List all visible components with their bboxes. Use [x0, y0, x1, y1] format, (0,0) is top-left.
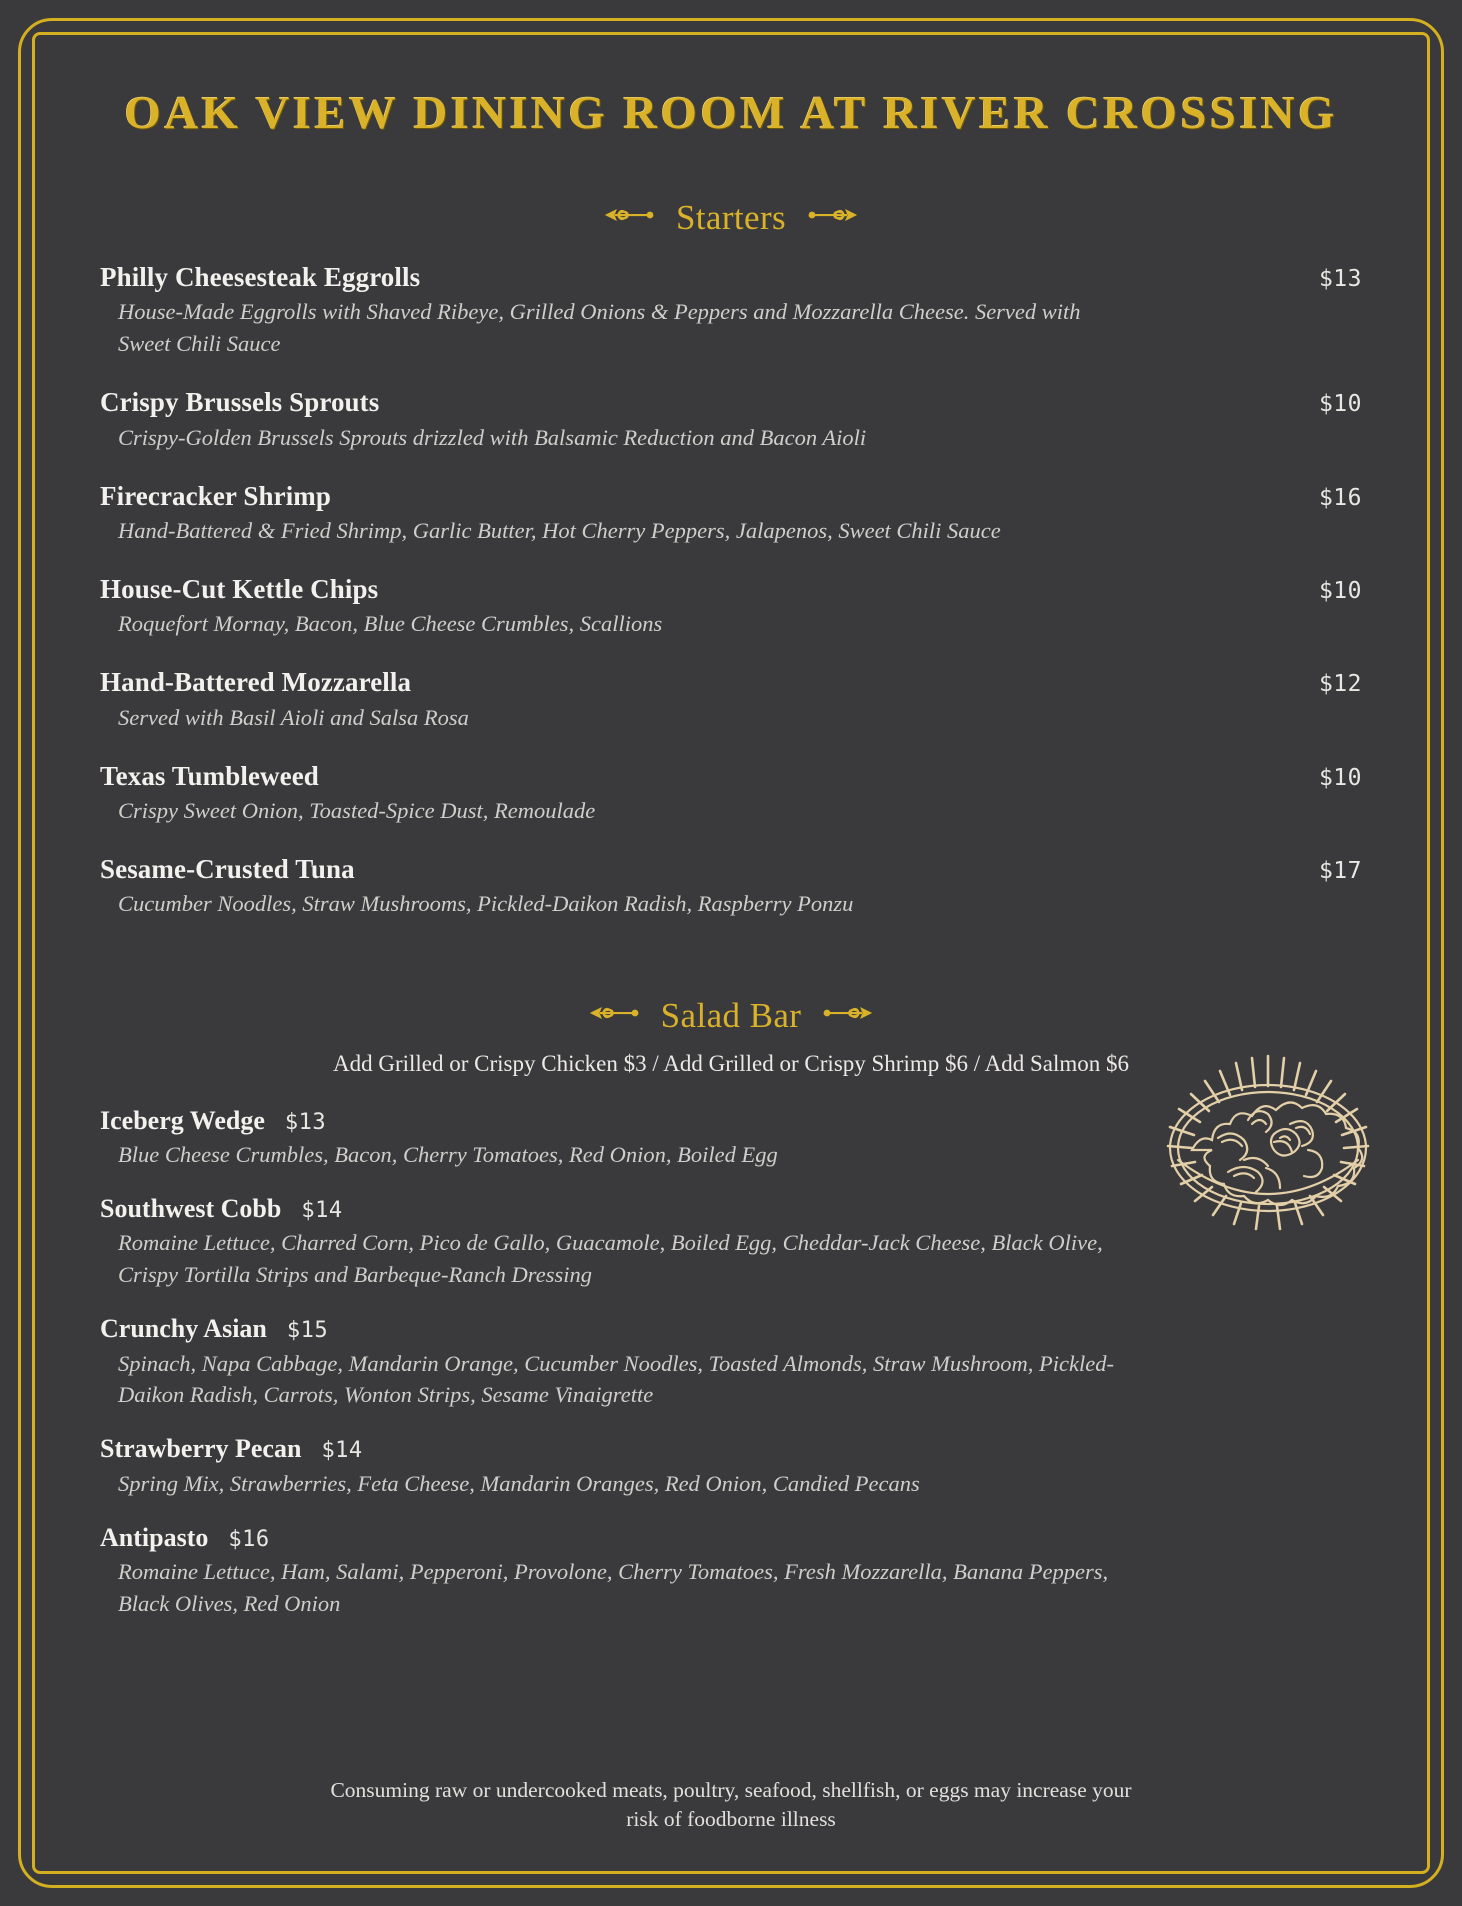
menu-item	[100, 1313, 1362, 1411]
menu-item	[100, 386, 1362, 453]
page-title: OAK VIEW DINING ROOM AT RIVER CROSSING	[124, 87, 1338, 139]
footer-disclaimer: Consuming raw or undercooked meats, poultry, seafood, shellfish, or eggs may increase your risk of foodborne illness	[330, 1778, 1132, 1832]
menu-item-name: Iceberg Wedge	[100, 1106, 265, 1136]
fleuron-arrow-icon	[589, 1000, 641, 1031]
menu-item-name: Philly Cheesesteak Eggrolls	[100, 262, 421, 293]
menu-item	[100, 573, 1362, 640]
menu-item-price: $10	[1318, 391, 1362, 418]
menu-item-header	[100, 1433, 1362, 1464]
menu-item-header	[100, 760, 1362, 792]
menu-item	[100, 760, 1362, 827]
salad-addons-note: Add Grilled or Crispy Chicken $3 / Add Grilled or Crispy Shrimp $6 / Add Salmon $6	[332, 1051, 1130, 1077]
menu-item-name: Southwest Cobb	[100, 1194, 282, 1224]
menu-item	[100, 1433, 1362, 1499]
menu-item	[100, 853, 1362, 920]
menu-item-description: Cucumber Noodles, Straw Mushrooms, Pickled-Daikon Radish, Raspberry Ponzu	[118, 891, 854, 917]
menu-item-header	[100, 1313, 1362, 1344]
menu-item	[100, 1105, 1362, 1171]
menu-item-price: $12	[1318, 671, 1362, 698]
menu-item-price: $10	[1318, 764, 1362, 791]
menu-item-name: Crispy Brussels Sprouts	[100, 387, 380, 418]
menu-item	[100, 1193, 1362, 1291]
menu-item-description: Spinach, Napa Cabbage, Mandarin Orange, Cucumber Noodles, Toasted Almonds, Straw Mushroom, Pickled-Daikon Radish, Carrots, Wonton Strips, Sesame Vinaigrette	[118, 1350, 1115, 1408]
menu-item-header	[100, 1105, 1362, 1136]
menu-item-header	[100, 666, 1362, 698]
section-header-starters	[100, 198, 1362, 238]
menu-item-price: $14	[301, 1198, 343, 1224]
menu-item-name: House-Cut Kettle Chips	[100, 573, 379, 604]
fleuron-arrow-icon	[604, 202, 656, 233]
menu-item-description: House-Made Eggrolls with Shaved Ribeye, Grilled Onions & Peppers and Mozzarella Cheese. Served with Sweet Chili Sauce	[118, 299, 1081, 357]
menu-item-header	[100, 386, 1362, 418]
fleuron-arrow-icon	[821, 1000, 873, 1031]
menu-item-description: Hand-Battered & Fried Shrimp, Garlic Butter, Hot Cherry Peppers, Jalapenos, Sweet Chili Sauce	[118, 518, 1001, 544]
menu-item-price: $13	[1318, 266, 1362, 293]
menu-item-header	[100, 1193, 1362, 1224]
menu-item-name: Antipasto	[100, 1522, 209, 1552]
menu-item-price: $15	[286, 1318, 329, 1344]
menu-item-name: Strawberry Pecan	[100, 1434, 302, 1464]
menu-item-header	[100, 480, 1362, 512]
menu-item-description: Crispy Sweet Onion, Toasted-Spice Dust, Remoulade	[118, 798, 596, 824]
menu-item-description: Crispy-Golden Brussels Sprouts drizzled with Balsamic Reduction and Bacon Aioli	[118, 424, 867, 450]
menu-item-description: Romaine Lettuce, Charred Corn, Pico de Gallo, Guacamole, Boiled Egg, Cheddar-Jack Cheese, Black Olive, Crispy Tortilla Strips and Barbeque-Ranch Dressing	[118, 1230, 1103, 1288]
fleuron-arrow-icon	[806, 202, 858, 233]
starters-list	[100, 261, 1362, 920]
menu-item-name: Hand-Battered Mozzarella	[100, 667, 412, 698]
menu-item-header	[100, 1522, 1362, 1553]
menu-item-header	[100, 853, 1362, 885]
menu-item	[100, 261, 1362, 360]
section-title-salad-bar: Salad Bar	[660, 996, 802, 1036]
menu-item-price: $14	[321, 1438, 363, 1464]
section-title-starters: Starters	[675, 198, 787, 238]
menu-item-description: Spring Mix, Strawberries, Feta Cheese, Mandarin Oranges, Red Onion, Candied Pecans	[118, 1470, 920, 1496]
menu-item-price: $16	[1318, 484, 1362, 511]
menu-item-price: $17	[1318, 857, 1362, 884]
menu-item-name: Crunchy Asian	[100, 1314, 267, 1344]
menu-item-name: Firecracker Shrimp	[100, 480, 331, 511]
menu-item-description: Romaine Lettuce, Ham, Salami, Pepperoni, Provolone, Cherry Tomatoes, Fresh Mozzarella, Banana Peppers, Black Olives, Red Onion	[118, 1558, 1109, 1616]
menu-item	[100, 480, 1362, 547]
menu-item-description: Served with Basil Aioli and Salsa Rosa	[118, 704, 469, 730]
menu-item-description: Roquefort Mornay, Bacon, Blue Cheese Crumbles, Scallions	[118, 611, 663, 637]
menu-item	[100, 666, 1362, 733]
salad-bar-list	[100, 1105, 1362, 1619]
menu-item-name: Texas Tumbleweed	[100, 760, 319, 791]
menu-item-header	[100, 573, 1362, 605]
section-header-salad-bar	[100, 996, 1362, 1036]
menu-item-description: Blue Cheese Crumbles, Bacon, Cherry Tomatoes, Red Onion, Boiled Egg	[118, 1142, 778, 1168]
menu-item	[100, 1522, 1362, 1620]
menu-item-name: Sesame-Crusted Tuna	[100, 853, 355, 884]
menu-item-price: $10	[1318, 577, 1362, 604]
menu-item-price: $16	[228, 1526, 270, 1552]
menu-item-header	[100, 261, 1362, 293]
menu-item-price: $13	[284, 1110, 327, 1136]
